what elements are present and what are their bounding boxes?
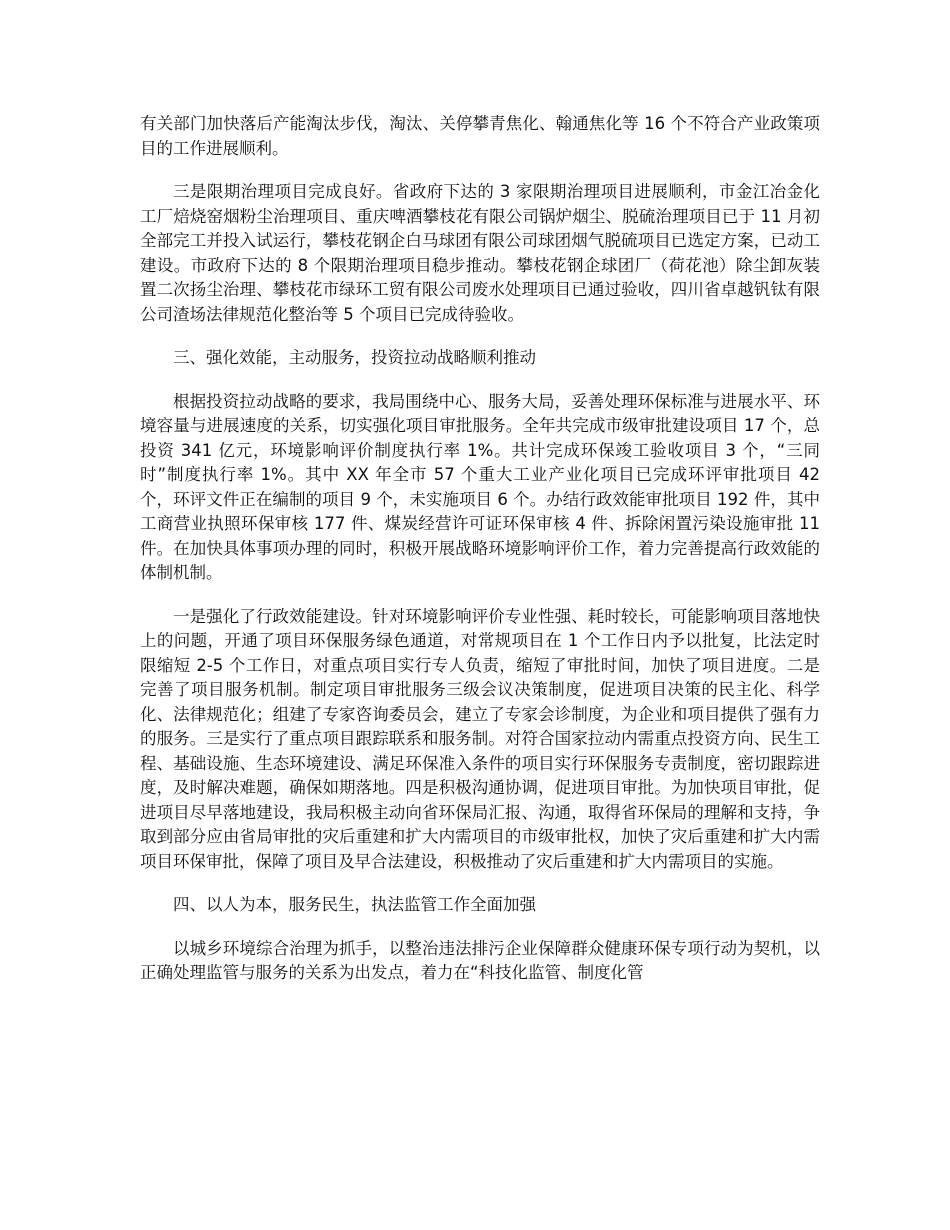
paragraph-2: 三是限期治理项目完成良好。省政府下达的 3 家限期治理项目进展顺利，市金江冶金化工厂焙烧窑烟粉尘治理项目、重庆啤酒攀枝花有限公司锅炉烟尘、脱硫治理项目已于 11 月初全部完工并投入试运行，攀枝花钢企白马球团有限公司球团烟气脱硫项目已选定方案，已动工建设。市政府下达的 8 个限期治理项目稳步推动。攀枝花钢企球团厂（荷花池）除尘卸灰装置二次扬尘治理、攀枝花市绿环工贸有限公司废水处理项目已通过验收，四川省卓越钒钛有限公司渣场法律规范化整治等 5 个项目已完成待验收。: [140, 182, 820, 324]
paragraph-4: 根据投资拉动战略的要求，我局围绕中心、服务大局，妥善处理环保标准与进展水平、环境容量与进展速度的关系，切实强化项目审批服务。全年共完成市级审批建设项目 17 个，总投资 341 亿元，环境影响评价制度执行率 1%。共计完成环保竣工验收项目 3 个，“三同时”制度执行率 1%。其中 XX 年全市 57 个重大工业产业化项目已完成环评审批项目 42 个，环评文件正在编制的项目 9 个，未实施项目 6 个。办结行政效能审批项目 192 件，其中工商营业执照环保审核 177 件、煤炭经营许可证环保审核 4 件、拆除闲置污染设施审批 11 件。在加快具体事项办理的同时，积极开展战略环境影响评价工作，着力完善提高行政效能的体制机制。: [140, 391, 820, 582]
section-heading-4: 四、以人为本，服务民生，执法监管工作全面加强: [173, 895, 536, 914]
paragraph-1: 有关部门加快落后产能淘汰步伐，淘汰、关停攀青焦化、翰通焦化等 16 个不符合产业政策项目的工作进展顺利。: [140, 114, 820, 158]
paragraph-7: 以城乡环境综合治理为抓手，以整治违法排污企业保障群众健康环保专项行动为契机，以正确处理监管与服务的关系为出发点，着力在“科技化监管、制度化管: [140, 938, 820, 982]
document-page: [140, 112, 820, 1005]
paragraph-5: 一是强化了行政效能建设。针对环境影响评价专业性强、耗时较长，可能影响项目落地快上的问题，开通了项目环保服务绿色通道，对常规项目在 1 个工作日内予以批复，比法定时限缩短 2-5 个工作日，对重点项目实行专人负责，缩短了审批时间，加快了项目进度。二是完善了项目服务机制。制定项目审批服务三级会议决策制度，促进项目决策的民主化、科学化、法律规范化；组建了专家咨询委员会，建立了专家会诊制度，为企业和项目提供了强有力的服务。三是实行了重点项目跟踪联系和服务制。对符合国家拉动内需重点投资方向、民生工程、基础设施、生态环境建设、满足环保准入条件的项目实行环保服务专责制度，密切跟踪进度，及时解决难题，确保如期落地。四是积极沟通协调，促进项目审批。为加快项目审批，促进项目尽早落地建设，我局积极主动向省环保局汇报、沟通，取得省环保局的理解和支持，争取到部分应由省局审批的灾后重建和扩大内需项目的市级审批权，加快了灾后重建和扩大内需项目环保审批，保障了项目及早合法建设，积极推动了灾后重建和扩大内需项目的实施。: [140, 606, 820, 871]
section-heading-3: 三、强化效能，主动服务，投资拉动战略顺利推动: [173, 348, 536, 367]
